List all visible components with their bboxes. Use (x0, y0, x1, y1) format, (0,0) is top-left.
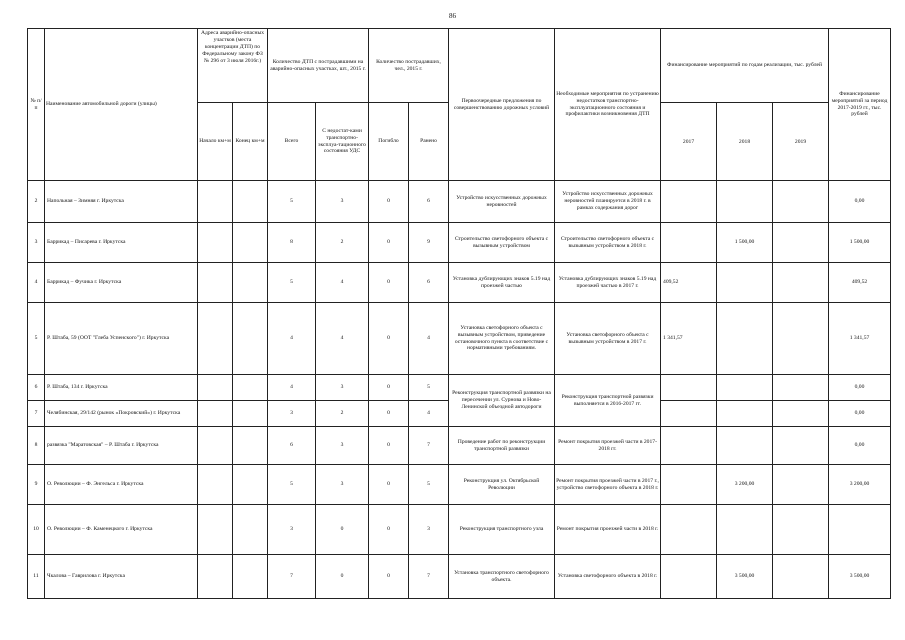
row-start (198, 303, 233, 375)
row-killed: 0 (369, 223, 409, 263)
row-2018: 1 500,00 (717, 223, 773, 263)
row-num: 11 (28, 555, 45, 599)
row-uds: 0 (316, 505, 369, 555)
header-address: Адреса аварийно-опасных участков (места концентрации ДТП) по Федеральному закону ФЗ № 296 от 3 июля 2016г.) (198, 29, 268, 103)
row-wounded: 3 (409, 505, 449, 555)
row-2017 (661, 505, 717, 555)
row-2018 (717, 401, 773, 427)
row-priority: Установка транспортного светофорного объекта. (449, 555, 555, 599)
row-end (233, 375, 268, 401)
row-wounded: 7 (409, 555, 449, 599)
row-killed: 0 (369, 375, 409, 401)
page-number: 86 (449, 12, 456, 20)
table-row (28, 223, 891, 263)
row-priority: Проведение работ по реконструкции транспортной развязки (449, 427, 555, 465)
table-row (28, 505, 891, 555)
table-row (28, 555, 891, 599)
table-row (28, 181, 891, 223)
row-wounded: 5 (409, 375, 449, 401)
row-road: О. Революции – Ф. Каменецкого г. Иркутска (45, 505, 198, 555)
row-2017 (661, 181, 717, 223)
row-priority-merged: Реконструкция транспортной развязки на пересечении ул. Сурнова и Ново-Ленинской объездной автодороги (449, 375, 555, 427)
row-uds: 3 (316, 181, 369, 223)
row-uds: 3 (316, 465, 369, 505)
row-end (233, 303, 268, 375)
row-2017 (661, 375, 717, 401)
row-num: 6 (28, 375, 45, 401)
row-start (198, 505, 233, 555)
row-road: Баррикад – Писарева г. Иркутска (45, 223, 198, 263)
row-uds: 0 (316, 555, 369, 599)
row-2017 (661, 465, 717, 505)
row-num: 2 (28, 181, 45, 223)
row-measures: Ремонт покрытия проезжей части в 2017-2018 гг. (555, 427, 661, 465)
row-total: 3 (268, 401, 316, 427)
row-road: Р. Штаба, 59 (ООТ "Глеба Успенского") г. Иркутска (45, 303, 198, 375)
row-measures-merged: Реконструкция транспортной развязки выполняется в 2016-2017 гг. (555, 375, 661, 427)
row-start (198, 263, 233, 303)
row-fin-total: 0,00 (829, 181, 891, 223)
header-wounded: Ранено (409, 103, 449, 181)
row-road: Челябинская, 29/142 (рынок «Покровский») г. Иркутска (45, 401, 198, 427)
row-priority: Установка светофорного объекта с вызывным устройством, приведение остановочного пункта в соответствие с нормативными требованиям. (449, 303, 555, 375)
row-2017 (661, 427, 717, 465)
row-2019 (773, 427, 829, 465)
row-wounded: 7 (409, 427, 449, 465)
row-road: Напольная – Зимняя г. Иркутска (45, 181, 198, 223)
row-2019 (773, 303, 829, 375)
row-2018 (717, 505, 773, 555)
row-end (233, 555, 268, 599)
row-end (233, 223, 268, 263)
header-measures: Необходимые мероприятия по устранению недостатков транспортно-эксплуатационного состояния и профилактики возникновения ДТП (555, 29, 661, 181)
row-fin-total: 0,00 (829, 427, 891, 465)
row-fin-total: 1 500,00 (829, 223, 891, 263)
row-num: 9 (28, 465, 45, 505)
row-total: 3 (268, 505, 316, 555)
row-fin-total: 0,00 (829, 401, 891, 427)
row-measures: Установка дублирующих знаков 5.19 над проезжей частью в 2017 г. (555, 263, 661, 303)
header-total: Всего (268, 103, 316, 181)
row-priority: Строительство светофорного объекта с вызывным устройством (449, 223, 555, 263)
row-start (198, 401, 233, 427)
row-priority: Устройство искусственных дорожных неровностей (449, 181, 555, 223)
row-2019 (773, 181, 829, 223)
row-measures: Ремонт покрытия проезжей части в 2017 г., устройство светофорного объекта в 2018 г. (555, 465, 661, 505)
row-2019 (773, 465, 829, 505)
table-row (28, 465, 891, 505)
row-wounded: 4 (409, 303, 449, 375)
row-priority: Установка дублирующих знаков 5.19 над проезжей частью (449, 263, 555, 303)
table-row (28, 375, 891, 401)
row-wounded: 4 (409, 401, 449, 427)
row-2019 (773, 401, 829, 427)
row-2019 (773, 375, 829, 401)
row-end (233, 181, 268, 223)
row-measures: Установка светофорного объекта с вызывным устройством в 2017 г. (555, 303, 661, 375)
row-num: 7 (28, 401, 45, 427)
header-dtp-injured: Количество ДТП с пострадавшими на аварийно-опасных участках, шт., 2015 г. (268, 29, 369, 103)
header-num: № п/п (28, 29, 45, 181)
header-uds: С недостат-ками транспортно-эксплуа-тационного состояния УДС (316, 103, 369, 181)
row-total: 5 (268, 181, 316, 223)
row-total: 6 (268, 427, 316, 465)
row-measures: Ремонт покрытия проезжей части в 2018 г. (555, 505, 661, 555)
header-2019: 2019 (773, 103, 829, 181)
row-end (233, 465, 268, 505)
row-killed: 0 (369, 263, 409, 303)
row-num: 4 (28, 263, 45, 303)
row-road: Чкалова – Гаврилова г. Иркутска (45, 555, 198, 599)
row-2019 (773, 263, 829, 303)
row-priority: Реконструкция ул. Октябрьской Революции (449, 465, 555, 505)
row-2018 (717, 427, 773, 465)
row-road: Баррикад – Фучика г. Иркутска (45, 263, 198, 303)
row-killed: 0 (369, 555, 409, 599)
row-2017: 1 341,57 (661, 303, 717, 375)
row-priority: Реконструкция транспортного узла (449, 505, 555, 555)
row-road: О. Революции – Ф. Энгельса г. Иркутска (45, 465, 198, 505)
row-killed: 0 (369, 465, 409, 505)
row-total: 5 (268, 263, 316, 303)
header-fin-total: Финансирование мероприятий за период 2017-2019 гг., тыс. рублей (829, 29, 891, 181)
row-wounded: 6 (409, 181, 449, 223)
row-road: Р. Штаба, 134 г. Иркутска (45, 375, 198, 401)
row-2019 (773, 555, 829, 599)
header-start: Начало км+м (198, 103, 233, 181)
row-total: 4 (268, 375, 316, 401)
row-uds: 2 (316, 223, 369, 263)
row-measures: Устройство искусственных дорожных неровностей планируется в 2018 г. в рамках содержания дорог (555, 181, 661, 223)
row-total: 7 (268, 555, 316, 599)
row-wounded: 5 (409, 465, 449, 505)
row-killed: 0 (369, 303, 409, 375)
row-uds: 2 (316, 401, 369, 427)
row-2017 (661, 223, 717, 263)
row-end (233, 263, 268, 303)
road-safety-table (27, 28, 891, 599)
row-num: 10 (28, 505, 45, 555)
row-2018: 3 200,00 (717, 465, 773, 505)
row-road: развязка "Маратовская" – Р. Штаба г. Иркутска (45, 427, 198, 465)
row-end (233, 401, 268, 427)
row-total: 4 (268, 303, 316, 375)
row-total: 8 (268, 223, 316, 263)
row-killed: 0 (369, 181, 409, 223)
row-start (198, 427, 233, 465)
header-priority: Первоочередные предложения по совершенствованию дорожных условий (449, 29, 555, 181)
row-2018: 3 500,00 (717, 555, 773, 599)
row-fin-total: 409,52 (829, 263, 891, 303)
row-2017: 409,52 (661, 263, 717, 303)
row-start (198, 555, 233, 599)
row-2019 (773, 505, 829, 555)
row-uds: 4 (316, 303, 369, 375)
row-fin-total: 1 341,57 (829, 303, 891, 375)
row-fin-total (829, 505, 891, 555)
row-total: 5 (268, 465, 316, 505)
row-end (233, 505, 268, 555)
row-killed: 0 (369, 401, 409, 427)
row-uds: 4 (316, 263, 369, 303)
row-2017 (661, 555, 717, 599)
row-fin-total: 0,00 (829, 375, 891, 401)
table-row (28, 427, 891, 465)
row-start (198, 375, 233, 401)
row-num: 8 (28, 427, 45, 465)
header-road: Наименование автомобильной дороги (улицы) (45, 29, 198, 181)
row-2018 (717, 303, 773, 375)
row-wounded: 6 (409, 263, 449, 303)
row-start (198, 181, 233, 223)
row-end (233, 427, 268, 465)
row-killed: 0 (369, 505, 409, 555)
row-2018 (717, 375, 773, 401)
row-fin-total: 3 500,00 (829, 555, 891, 599)
row-killed: 0 (369, 427, 409, 465)
row-num: 3 (28, 223, 45, 263)
header-end: Конец км+м (233, 103, 268, 181)
header-2017: 2017 (661, 103, 717, 181)
row-start (198, 465, 233, 505)
row-wounded: 9 (409, 223, 449, 263)
header-victims: Количество пострадавших, чел., 2015 г. (369, 29, 449, 103)
row-measures: Строительство светофорного объекта с вызывным устройством в 2018 г. (555, 223, 661, 263)
table-row (28, 303, 891, 375)
row-measures: Установка светофорного объекта в 2018 г. (555, 555, 661, 599)
header-killed: Погибло (369, 103, 409, 181)
row-2017 (661, 401, 717, 427)
row-uds: 3 (316, 375, 369, 401)
row-2018 (717, 263, 773, 303)
row-start (198, 223, 233, 263)
row-uds: 3 (316, 427, 369, 465)
header-2018: 2018 (717, 103, 773, 181)
row-2018 (717, 181, 773, 223)
header-financing: Финансирование мероприятий по годам реализации, тыс. рублей (661, 29, 829, 103)
row-num: 5 (28, 303, 45, 375)
row-fin-total: 3 200,00 (829, 465, 891, 505)
table-row (28, 263, 891, 303)
row-2019 (773, 223, 829, 263)
